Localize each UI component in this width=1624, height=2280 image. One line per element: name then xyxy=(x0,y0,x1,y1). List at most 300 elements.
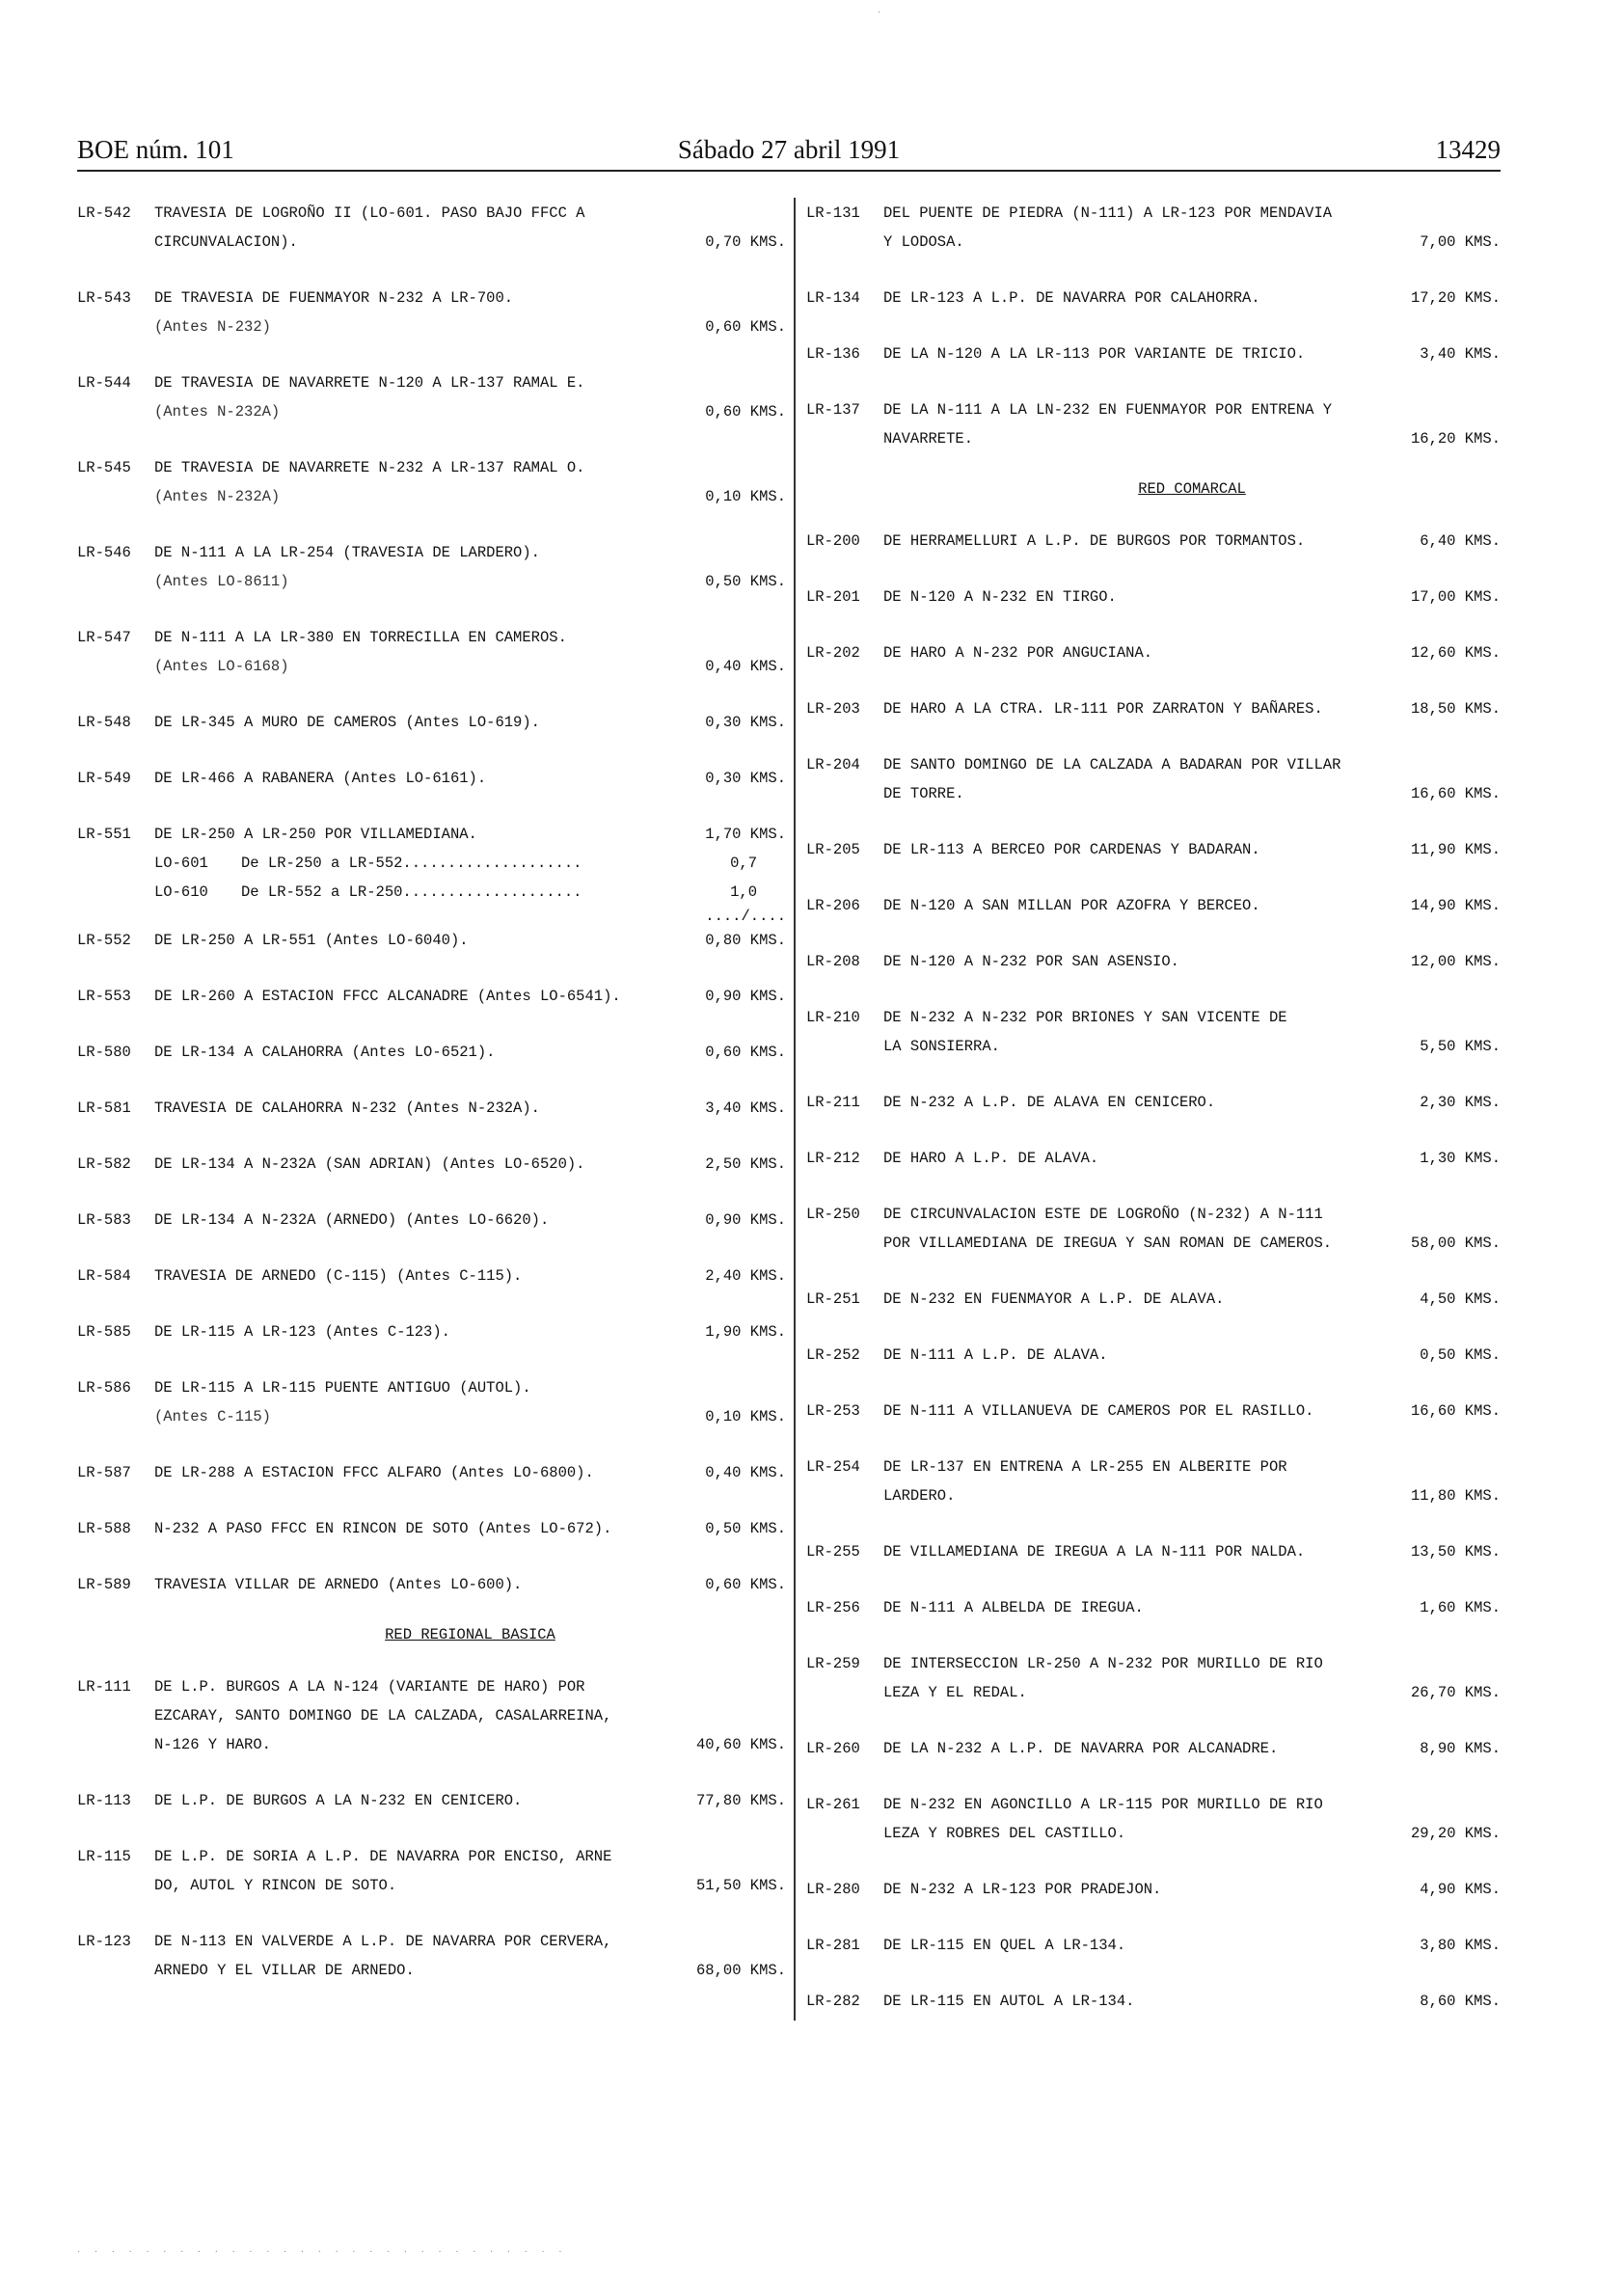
left-column xyxy=(77,199,786,2012)
road-code: LR-113 xyxy=(77,1792,131,1809)
road-entry xyxy=(77,623,786,681)
road-code: LR-546 xyxy=(77,544,131,561)
description-line: N-232 A PASO FFCC EN RINCON DE SOTO (Antes LO-672). xyxy=(154,1520,612,1537)
description-line: DO, AUTOL Y RINCON DE SOTO. xyxy=(154,1877,397,1894)
description-line: DE LR-123 A L.P. DE NAVARRA POR CALAHORRA. xyxy=(883,289,1260,307)
description-line: LEZA Y EL REDAL. xyxy=(883,1684,1027,1701)
description-line: DE HARO A L.P. DE ALAVA. xyxy=(883,1150,1099,1167)
description-line: POR VILLAMEDIANA DE IREGUA Y SAN ROMAN DE CAMEROS. xyxy=(883,1235,1333,1252)
road-length: 4,50 KMS. xyxy=(1420,1290,1501,1308)
road-code: LR-111 xyxy=(77,1678,131,1696)
description-line: DE LA N-111 A LA LN-232 EN FUENMAYOR POR ENTRENA Y xyxy=(883,401,1333,419)
road-length: 1,90 KMS. xyxy=(705,1323,786,1341)
road-entry xyxy=(77,764,786,793)
road-entry xyxy=(77,453,786,511)
road-length: 16,60 KMS. xyxy=(1410,1402,1501,1420)
road-entry xyxy=(806,1875,1501,1904)
road-code: LR-137 xyxy=(806,401,860,419)
description-line: DE N-232 EN AGONCILLO A LR-115 POR MURILLO DE RIO xyxy=(883,1796,1323,1813)
header-rule xyxy=(77,170,1501,172)
sub-segment-length: 1,0 xyxy=(730,883,757,901)
road-code: LR-250 xyxy=(806,1206,860,1223)
description-line: LEZA Y ROBRES DEL CASTILLO. xyxy=(883,1825,1126,1842)
road-description xyxy=(883,395,1501,453)
road-entry xyxy=(77,926,786,955)
road-length: 0,50 KMS. xyxy=(705,1520,786,1537)
road-length: 0,10 KMS. xyxy=(705,488,786,505)
description-line: DE L.P. DE BURGOS A LA N-232 EN CENICERO. xyxy=(154,1792,523,1809)
road-length: 0,40 KMS. xyxy=(705,658,786,675)
road-description xyxy=(154,820,786,849)
road-description xyxy=(883,1593,1501,1622)
road-entry xyxy=(806,638,1501,667)
road-description xyxy=(883,1003,1501,1061)
road-code: LR-259 xyxy=(806,1655,860,1672)
road-entry xyxy=(77,1786,786,1815)
road-length: 0,30 KMS. xyxy=(705,714,786,731)
sub-segment-route: De LR-552 a LR-250.................... xyxy=(241,883,582,901)
road-description xyxy=(154,1786,786,1815)
road-code: LR-260 xyxy=(806,1740,860,1757)
road-length: 1,70 KMS. xyxy=(705,826,786,843)
road-code: LR-206 xyxy=(806,897,860,914)
description-line: DE LA N-232 A L.P. DE NAVARRA POR ALCANADRE. xyxy=(883,1740,1279,1757)
road-description xyxy=(883,835,1501,864)
road-entry xyxy=(77,1206,786,1235)
description-line: DE N-232 A LR-123 POR PRADEJON. xyxy=(883,1881,1162,1898)
road-code: LR-282 xyxy=(806,1993,860,2010)
road-description xyxy=(883,199,1501,257)
road-description xyxy=(154,1150,786,1179)
road-description xyxy=(154,1514,786,1543)
description-line: TRAVESIA DE LOGROÑO II (LO-601. PASO BAJO FFCC A xyxy=(154,204,585,222)
road-code: LR-586 xyxy=(77,1379,131,1397)
former-designation: (Antes LO-6168) xyxy=(154,658,289,675)
description-line: DE N-120 A N-232 EN TIRGO. xyxy=(883,588,1117,606)
road-description xyxy=(883,1649,1501,1707)
sub-segment-code: LO-601 xyxy=(154,855,208,872)
road-length: 0,60 KMS. xyxy=(705,403,786,421)
road-length: 8,90 KMS. xyxy=(1420,1740,1501,1757)
road-length: 2,50 KMS. xyxy=(705,1155,786,1173)
road-entry xyxy=(806,750,1501,808)
page-header xyxy=(77,135,1501,168)
road-description xyxy=(154,623,786,681)
road-entry xyxy=(806,1285,1501,1314)
road-description xyxy=(883,750,1501,808)
road-length: 8,60 KMS. xyxy=(1420,1993,1501,2010)
road-description xyxy=(883,1144,1501,1173)
road-length: 1,60 KMS. xyxy=(1420,1599,1501,1616)
publication-date: Sábado 27 abril 1991 xyxy=(677,135,901,164)
scan-speckle: · xyxy=(878,8,887,18)
description-line: DE HARO A N-232 POR ANGUCIANA. xyxy=(883,644,1153,662)
road-length: 4,90 KMS. xyxy=(1420,1881,1501,1898)
road-length: 11,80 KMS. xyxy=(1410,1487,1501,1505)
description-line: DE N-111 A L.P. DE ALAVA. xyxy=(883,1346,1108,1364)
description-line: DEL PUENTE DE PIEDRA (N-111) A LR-123 POR MENDAVIA xyxy=(883,204,1333,222)
description-line: DE LR-250 A LR-250 POR VILLAMEDIANA. xyxy=(154,826,477,843)
road-description xyxy=(154,368,786,426)
road-entry xyxy=(806,947,1501,976)
right-column xyxy=(806,199,1501,2043)
road-code: LR-123 xyxy=(77,1933,131,1950)
road-description xyxy=(883,1452,1501,1510)
road-entry xyxy=(806,1397,1501,1425)
road-code: LR-261 xyxy=(806,1796,860,1813)
road-code: LR-253 xyxy=(806,1402,860,1420)
road-length: 51,50 KMS. xyxy=(695,1877,786,1894)
road-description xyxy=(883,1200,1501,1258)
road-description xyxy=(883,1931,1501,1960)
description-line: EZCARAY, SANTO DOMINGO DE LA CALZADA, CASALARREINA, xyxy=(154,1707,612,1724)
description-line: DE N-232 A N-232 POR BRIONES Y SAN VICENTE DE xyxy=(883,1009,1287,1026)
description-line: TRAVESIA DE CALAHORRA N-232 (Antes N-232A). xyxy=(154,1099,540,1117)
road-length: 2,30 KMS. xyxy=(1420,1094,1501,1111)
road-length: 3,40 KMS. xyxy=(705,1099,786,1117)
road-code: LR-545 xyxy=(77,459,131,476)
description-line: DE INTERSECCION LR-250 A N-232 POR MURILLO DE RIO xyxy=(883,1655,1323,1672)
road-code: LR-255 xyxy=(806,1543,860,1561)
road-length: 11,90 KMS. xyxy=(1410,841,1501,858)
road-code: LR-585 xyxy=(77,1323,131,1341)
road-description xyxy=(883,583,1501,611)
road-length: 3,40 KMS. xyxy=(1420,345,1501,363)
road-code: LR-205 xyxy=(806,841,860,858)
road-description xyxy=(154,538,786,596)
road-description xyxy=(154,199,786,257)
road-length: 58,00 KMS. xyxy=(1410,1235,1501,1252)
road-code: LR-583 xyxy=(77,1211,131,1229)
road-entry xyxy=(77,982,786,1011)
description-line: DE LR-466 A RABANERA (Antes LO-6161). xyxy=(154,770,487,787)
description-line: DE N-113 EN VALVERDE A L.P. DE NAVARRA POR CERVERA, xyxy=(154,1933,612,1950)
road-description xyxy=(883,891,1501,920)
road-code: LR-547 xyxy=(77,629,131,646)
description-line: DE LR-134 A N-232A (ARNEDO) (Antes LO-6620). xyxy=(154,1211,550,1229)
road-entry xyxy=(77,1317,786,1346)
road-description xyxy=(154,764,786,793)
road-length: 17,20 KMS. xyxy=(1410,289,1501,307)
road-code: LR-543 xyxy=(77,289,131,307)
road-description xyxy=(883,284,1501,312)
road-length: 0,60 KMS. xyxy=(705,1044,786,1061)
description-line: TRAVESIA DE ARNEDO (C-115) (Antes C-115). xyxy=(154,1267,523,1285)
road-entry xyxy=(77,199,786,257)
road-entry xyxy=(806,1200,1501,1258)
road-description xyxy=(154,1842,786,1900)
description-line: DE LA N-120 A LA LR-113 POR VARIANTE DE TRICIO. xyxy=(883,345,1306,363)
road-code: LR-210 xyxy=(806,1009,860,1026)
road-code: LR-131 xyxy=(806,204,860,222)
road-length: 0,10 KMS. xyxy=(705,1408,786,1425)
road-entry xyxy=(806,583,1501,611)
road-entry xyxy=(806,199,1501,257)
road-description xyxy=(883,527,1501,556)
road-code: LR-136 xyxy=(806,345,860,363)
former-designation: (Antes N-232) xyxy=(154,318,271,336)
road-entry xyxy=(77,1458,786,1487)
road-code: LR-544 xyxy=(77,374,131,392)
description-line: DE CIRCUNVALACION ESTE DE LOGROÑO (N-232) A N-111 xyxy=(883,1206,1323,1223)
description-line: DE LR-115 A LR-123 (Antes C-123). xyxy=(154,1323,450,1341)
road-description xyxy=(154,1206,786,1235)
road-entry xyxy=(77,1038,786,1067)
road-entry xyxy=(77,1570,786,1599)
road-code: LR-252 xyxy=(806,1346,860,1364)
road-code: LR-251 xyxy=(806,1290,860,1308)
road-length: 12,00 KMS. xyxy=(1410,953,1501,970)
road-code: LR-551 xyxy=(77,826,131,843)
description-line: TRAVESIA VILLAR DE ARNEDO (Antes LO-600). xyxy=(154,1576,523,1593)
road-entry xyxy=(77,538,786,596)
road-description xyxy=(154,284,786,341)
road-code: LR-202 xyxy=(806,644,860,662)
road-description xyxy=(154,1373,786,1431)
road-length: 29,20 KMS. xyxy=(1410,1825,1501,1842)
road-code: LR-542 xyxy=(77,204,131,222)
road-code: LR-548 xyxy=(77,714,131,731)
road-description xyxy=(154,1672,786,1759)
sub-segment-length: 0,7 xyxy=(730,855,757,872)
road-code: LR-200 xyxy=(806,532,860,550)
road-code: LR-134 xyxy=(806,289,860,307)
road-length: 26,70 KMS. xyxy=(1410,1684,1501,1701)
road-entry xyxy=(806,527,1501,556)
road-description xyxy=(883,1537,1501,1566)
road-length: 14,90 KMS. xyxy=(1410,897,1501,914)
sub-segment xyxy=(154,878,757,907)
road-description xyxy=(883,1790,1501,1848)
road-length: 0,90 KMS. xyxy=(705,1211,786,1229)
road-length: 68,00 KMS. xyxy=(695,1962,786,1979)
road-length: 2,40 KMS. xyxy=(705,1267,786,1285)
sub-segment-code: LO-610 xyxy=(154,883,208,901)
road-code: LR-584 xyxy=(77,1267,131,1285)
road-length: 0,60 KMS. xyxy=(705,318,786,336)
road-code: LR-201 xyxy=(806,588,860,606)
road-description xyxy=(154,1317,786,1346)
road-code: LR-587 xyxy=(77,1464,131,1481)
column-divider xyxy=(794,198,796,2021)
description-line: N-126 Y HARO. xyxy=(154,1736,271,1753)
road-code: LR-280 xyxy=(806,1881,860,1898)
road-length: 13,50 KMS. xyxy=(1410,1543,1501,1561)
road-length: 3,80 KMS. xyxy=(1420,1937,1501,1954)
description-line: Y LODOSA. xyxy=(883,233,964,251)
road-entry xyxy=(77,1927,786,1985)
road-code: LR-211 xyxy=(806,1094,860,1111)
description-line: NAVARRETE. xyxy=(883,430,974,448)
road-code: LR-552 xyxy=(77,932,131,949)
road-entry xyxy=(806,1593,1501,1622)
road-entry xyxy=(77,368,786,426)
road-description xyxy=(883,1397,1501,1425)
road-entry xyxy=(77,1672,786,1759)
road-code: LR-588 xyxy=(77,1520,131,1537)
description-line: DE TORRE. xyxy=(883,785,964,802)
former-designation: (Antes LO-8611) xyxy=(154,573,289,590)
road-description xyxy=(154,982,786,1011)
road-entry xyxy=(806,395,1501,453)
road-code: LR-204 xyxy=(806,756,860,774)
road-description xyxy=(154,708,786,737)
road-description xyxy=(883,1987,1501,2016)
description-line: DE SANTO DOMINGO DE LA CALZADA A BADARAN POR VILLAR xyxy=(883,756,1341,774)
road-entry xyxy=(806,694,1501,723)
sub-segment xyxy=(154,849,757,878)
road-length: 7,00 KMS. xyxy=(1420,233,1501,251)
road-entry xyxy=(806,1734,1501,1763)
road-length: 0,40 KMS. xyxy=(705,1464,786,1481)
description-line: DE L.P. BURGOS A LA N-124 (VARIANTE DE HARO) POR xyxy=(154,1678,585,1696)
road-entry xyxy=(806,835,1501,864)
road-length: 12,60 KMS. xyxy=(1410,644,1501,662)
description-line: CIRCUNVALACION). xyxy=(154,233,298,251)
description-line: DE LR-250 A LR-551 (Antes LO-6040). xyxy=(154,932,469,949)
description-line: DE LR-137 EN ENTRENA A LR-255 EN ALBERITE POR xyxy=(883,1458,1287,1476)
description-line: DE N-111 A LA LR-380 EN TORRECILLA EN CAMEROS. xyxy=(154,629,567,646)
road-description xyxy=(154,1038,786,1067)
description-line: DE N-120 A N-232 POR SAN ASENSIO. xyxy=(883,953,1179,970)
road-entry xyxy=(806,339,1501,368)
description-line: LA SONSIERRA. xyxy=(883,1038,1000,1055)
section-heading: RED COMARCAL xyxy=(1138,480,1246,498)
description-line: DE LR-260 A ESTACION FFCC ALCANADRE (Antes LO-6541). xyxy=(154,988,621,1005)
road-entry xyxy=(77,820,786,849)
road-length: 5,50 KMS. xyxy=(1420,1038,1501,1055)
description-line: DE N-111 A ALBELDA DE IREGUA. xyxy=(883,1599,1144,1616)
road-description xyxy=(883,638,1501,667)
road-description xyxy=(883,1734,1501,1763)
road-entry xyxy=(806,284,1501,312)
road-code: LR-582 xyxy=(77,1155,131,1173)
road-description xyxy=(883,1341,1501,1370)
road-entry xyxy=(77,1150,786,1179)
road-length: 18,50 KMS. xyxy=(1410,700,1501,718)
description-line: DE N-111 A LA LR-254 (TRAVESIA DE LARDERO). xyxy=(154,544,540,561)
road-length: 0,50 KMS. xyxy=(705,573,786,590)
road-entry xyxy=(806,1649,1501,1707)
former-designation: (Antes N-232A) xyxy=(154,488,281,505)
former-designation: (Antes C-115) xyxy=(154,1408,271,1425)
road-length: 16,20 KMS. xyxy=(1410,430,1501,448)
road-length: 0,90 KMS. xyxy=(705,988,786,1005)
road-entry xyxy=(806,1088,1501,1117)
road-entry xyxy=(806,891,1501,920)
road-description xyxy=(883,947,1501,976)
road-code: LR-589 xyxy=(77,1576,131,1593)
description-line: DE TRAVESIA DE NAVARRETE N-120 A LR-137 RAMAL E. xyxy=(154,374,585,392)
road-code: LR-203 xyxy=(806,700,860,718)
road-entry xyxy=(806,1144,1501,1173)
description-line: DE TRAVESIA DE NAVARRETE N-232 A LR-137 RAMAL O. xyxy=(154,459,585,476)
road-description xyxy=(154,926,786,955)
road-entry xyxy=(77,1514,786,1543)
description-line: DE LR-134 A N-232A (SAN ADRIAN) (Antes LO-6520). xyxy=(154,1155,585,1173)
road-entry xyxy=(77,1262,786,1290)
description-line: DE N-120 A SAN MILLAN POR AZOFRA Y BERCEO. xyxy=(883,897,1260,914)
road-length: 0,70 KMS. xyxy=(705,233,786,251)
road-code: LR-208 xyxy=(806,953,860,970)
road-length: 6,40 KMS. xyxy=(1420,532,1501,550)
road-length: 40,60 KMS. xyxy=(695,1736,786,1753)
description-line: DE N-232 A L.P. DE ALAVA EN CENICERO. xyxy=(883,1094,1216,1111)
road-description xyxy=(883,1088,1501,1117)
road-length: 0,30 KMS. xyxy=(705,770,786,787)
road-description xyxy=(154,1094,786,1123)
road-entry xyxy=(806,1790,1501,1848)
sub-segment-route: De LR-250 a LR-552.................... xyxy=(241,855,582,872)
road-length: 77,80 KMS. xyxy=(695,1792,786,1809)
road-entry xyxy=(77,1373,786,1431)
description-line: DE HARO A LA CTRA. LR-111 POR ZARRATON Y BAÑARES. xyxy=(883,700,1323,718)
road-entry xyxy=(806,1452,1501,1510)
former-designation: (Antes N-232A) xyxy=(154,403,281,421)
road-description xyxy=(883,694,1501,723)
scan-speckle: · · · · · · · · · · · · · · · · · · · · · · · · · · · · · xyxy=(77,2247,568,2258)
road-entry xyxy=(806,1987,1501,2016)
road-code: LR-212 xyxy=(806,1150,860,1167)
road-length: 0,80 KMS. xyxy=(705,932,786,949)
road-code: LR-115 xyxy=(77,1848,131,1865)
description-line: DE TRAVESIA DE FUENMAYOR N-232 A LR-700. xyxy=(154,289,514,307)
road-code: LR-553 xyxy=(77,988,131,1005)
road-description xyxy=(154,1262,786,1290)
road-description xyxy=(883,1875,1501,1904)
description-line: DE LR-115 EN AUTOL A LR-134. xyxy=(883,1993,1135,2010)
road-code: LR-581 xyxy=(77,1099,131,1117)
road-entry xyxy=(806,1341,1501,1370)
road-entry xyxy=(77,284,786,341)
road-description xyxy=(154,453,786,511)
description-line: DE LR-134 A CALAHORRA (Antes LO-6521). xyxy=(154,1044,496,1061)
description-line: LARDERO. xyxy=(883,1487,956,1505)
road-entry xyxy=(806,1931,1501,1960)
road-description xyxy=(883,339,1501,368)
road-length: 1,30 KMS. xyxy=(1420,1150,1501,1167)
road-description xyxy=(154,1458,786,1487)
description-line: DE HERRAMELLURI A L.P. DE BURGOS POR TORMANTOS. xyxy=(883,532,1306,550)
description-line: DE LR-115 EN QUEL A LR-134. xyxy=(883,1937,1126,1954)
section-heading: RED REGIONAL BASICA xyxy=(385,1626,555,1643)
road-description xyxy=(154,1570,786,1599)
description-line: ARNEDO Y EL VILLAR DE ARNEDO. xyxy=(154,1962,415,1979)
road-description xyxy=(154,1927,786,1985)
road-entry xyxy=(77,1842,786,1900)
road-entry xyxy=(806,1003,1501,1061)
description-line: DE LR-345 A MURO DE CAMEROS (Antes LO-619). xyxy=(154,714,540,731)
road-code: LR-254 xyxy=(806,1458,860,1476)
road-entry xyxy=(77,708,786,737)
description-line: DE LR-288 A ESTACION FFCC ALFARO (Antes LO-6800). xyxy=(154,1464,594,1481)
road-entry xyxy=(806,1537,1501,1566)
description-line: DE N-232 EN FUENMAYOR A L.P. DE ALAVA. xyxy=(883,1290,1225,1308)
description-line: DE L.P. DE SORIA A L.P. DE NAVARRA POR ENCISO, ARNE xyxy=(154,1848,612,1865)
road-length: 17,00 KMS. xyxy=(1410,588,1501,606)
road-length: 0,50 KMS. xyxy=(1420,1346,1501,1364)
description-line: DE LR-115 A LR-115 PUENTE ANTIGUO (AUTOL). xyxy=(154,1379,531,1397)
road-entry xyxy=(77,1094,786,1123)
journal-issue: BOE núm. 101 xyxy=(77,135,234,164)
description-line: DE LR-113 A BERCEO POR CARDENAS Y BADARAN. xyxy=(883,841,1260,858)
page-number: 13429 xyxy=(1435,135,1501,164)
road-description xyxy=(883,1285,1501,1314)
road-code: LR-281 xyxy=(806,1937,860,1954)
continuation-mark: ..../.... xyxy=(705,908,786,925)
description-line: DE VILLAMEDIANA DE IREGUA A LA N-111 POR NALDA. xyxy=(883,1543,1306,1561)
road-code: LR-549 xyxy=(77,770,131,787)
